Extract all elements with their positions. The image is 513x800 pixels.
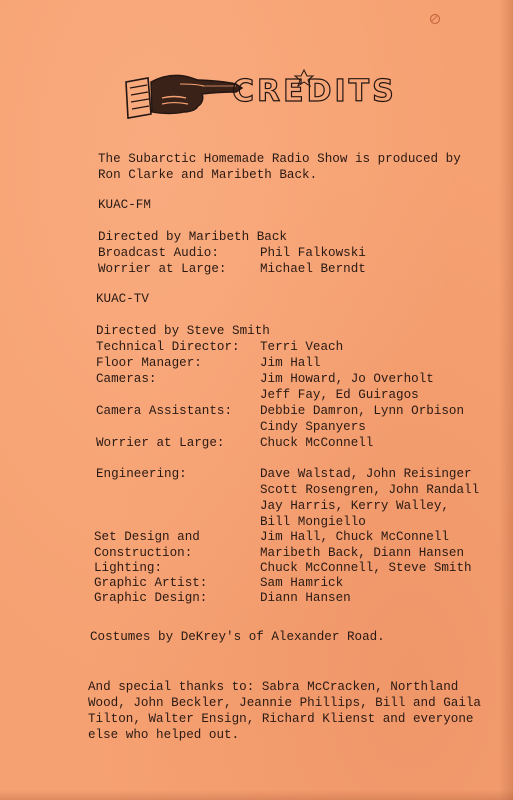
thanks-line: Tilton, Walter Ensign, Richard Klienst and everyone	[88, 712, 474, 726]
corner-scribble-icon	[428, 12, 442, 26]
fm-heading: KUAC-FM	[98, 198, 151, 212]
credit-names: Diann Hansen	[260, 591, 351, 605]
credit-names: Jim Hall	[260, 356, 321, 370]
credit-names: Phil Falkowski	[260, 246, 366, 260]
credit-names: Jeff Fay, Ed Guiragos	[260, 388, 419, 402]
credit-role: Cameras:	[96, 372, 157, 386]
page-bottom-shadow	[0, 790, 513, 800]
credit-names: Maribeth Back, Diann Hansen	[260, 546, 465, 560]
credit-names: Chuck McConnell	[260, 436, 374, 450]
credit-names: Jim Hall, Chuck McConnell	[260, 530, 449, 544]
tv-heading: KUAC-TV	[96, 292, 149, 306]
credit-role: Floor Manager:	[96, 356, 202, 370]
credit-names: Scott Rosengren, John Randall	[260, 483, 480, 497]
credit-names: Sam Hamrick	[260, 576, 344, 590]
intro-line: Ron Clarke and Maribeth Back.	[98, 168, 318, 182]
credit-names: Bill Mongiello	[260, 515, 366, 529]
credit-role: Lighting:	[94, 561, 163, 575]
credit-names: Debbie Damron, Lynn Orbison	[260, 404, 465, 418]
page-edge-shadow	[499, 0, 513, 800]
credit-role: Set Design and	[94, 530, 200, 544]
credits-title: CREDITS	[232, 74, 397, 109]
intro-line: The Subarctic Homemade Radio Show is produced by	[98, 152, 461, 166]
credit-role: Construction:	[94, 546, 193, 560]
credit-role: Graphic Design:	[94, 591, 208, 605]
credit-names: Michael Berndt	[260, 262, 366, 276]
credit-role: Broadcast Audio:	[98, 246, 219, 260]
costumes-credit: Costumes by DeKrey's of Alexander Road.	[90, 630, 385, 644]
thanks-line: else who helped out.	[88, 728, 240, 742]
credit-names: Cindy Spanyers	[260, 420, 366, 434]
fm-director: Directed by Maribeth Back	[98, 230, 287, 244]
credit-role: Worrier at Large:	[96, 436, 225, 450]
credit-names: Chuck McConnell, Steve Smith	[260, 561, 472, 575]
credit-names: Terri Veach	[260, 340, 344, 354]
thanks-line: Wood, John Beckler, Jeannie Phillips, Bill and Gaila	[88, 696, 481, 710]
thanks-line: And special thanks to: Sabra McCracken, Northland	[88, 680, 459, 694]
credit-role: Technical Director:	[96, 340, 240, 354]
credit-role: Engineering:	[96, 467, 187, 481]
credit-names: Dave Walstad, John Reisinger	[260, 467, 472, 481]
credit-names: Jay Harris, Kerry Walley,	[260, 499, 449, 513]
credit-role: Camera Assistants:	[96, 404, 233, 418]
tv-director: Directed by Steve Smith	[96, 324, 270, 338]
credit-role: Graphic Artist:	[94, 576, 208, 590]
credit-role: Worrier at Large:	[98, 262, 227, 276]
credit-names: Jim Howard, Jo Overholt	[260, 372, 434, 386]
